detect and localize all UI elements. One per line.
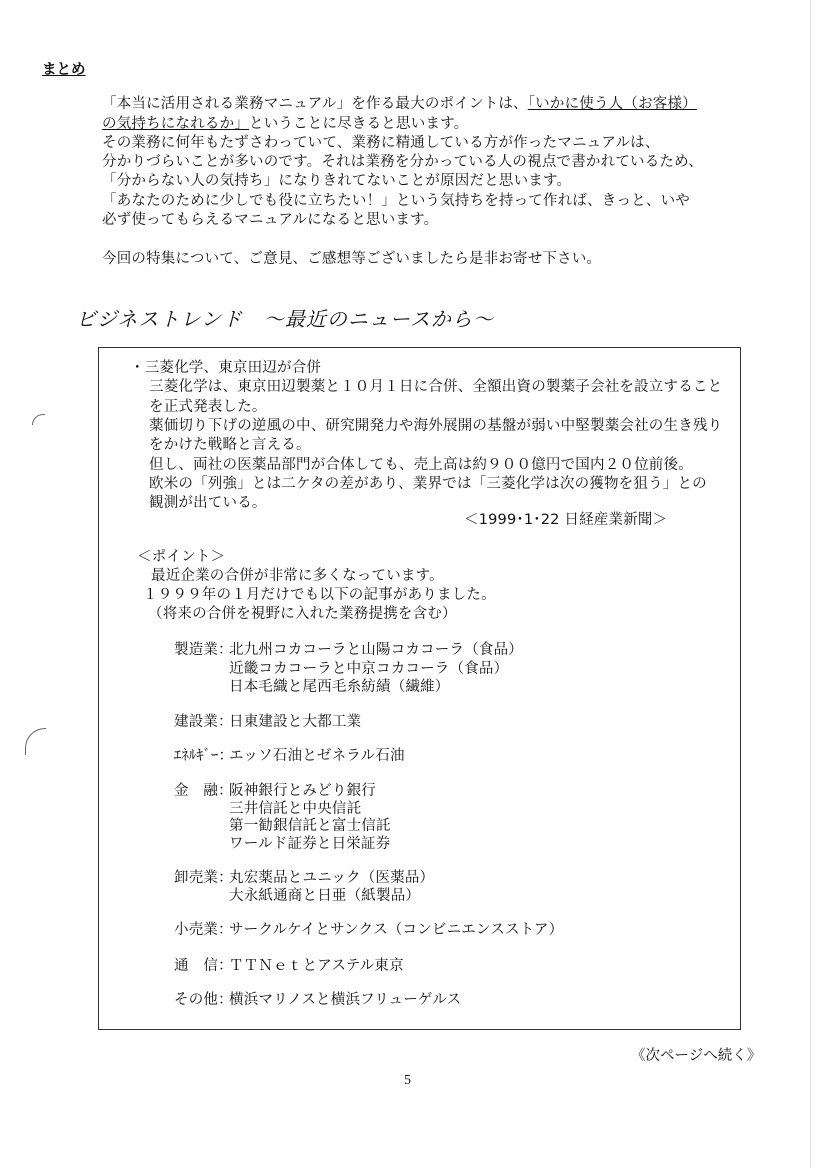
summary-line-2-rest: ということに尽きると思います。	[249, 116, 469, 132]
news-line: をかけた戦略と言える。	[149, 437, 311, 453]
industry-item: 丸宏薬品とユニック（医薬品）	[229, 870, 435, 886]
news-line: 観測が出ている。	[149, 495, 267, 511]
point-line: １９９９年の１月だけでも以下の記事がありました。	[143, 587, 496, 603]
news-line: 但し、両社の医薬品部門が合体しても、売上高は約９００億円で国内２０位前後。	[149, 457, 693, 473]
summary-line: 「あなたのために少しでも役に立ちたい！」という気持ちを持って作れば、きっと、いや	[102, 193, 690, 209]
industry-label: 小売業：	[174, 922, 233, 938]
business-trend-title: ビジネストレンド ～最近のニュースから～	[76, 307, 494, 331]
summary-line: 分かりづらいことが多いのです。それは業務を分かっている人の視点で書かれているため、	[102, 154, 703, 170]
industry-item: 阪神銀行とみどり銀行	[229, 783, 376, 799]
summary-line: 必ず使ってもらえるマニュアルになると思います。	[102, 212, 439, 228]
page-number: 5	[404, 1073, 411, 1088]
industry-label: 卸売業：	[174, 870, 233, 886]
industry-label: 製造業：	[174, 642, 233, 658]
industry-item: 第一勧銀信託と富士信託	[229, 818, 391, 834]
industry-item: 日本毛織と尾西毛糸紡績（繊維）	[229, 679, 450, 695]
summary-heading: まとめ	[42, 62, 86, 78]
industry-label: 建設業：	[174, 714, 233, 730]
news-line: 三菱化学は、東京田辺製薬と１０月１日に合併、全額出資の製薬子会社を設立すること	[149, 379, 723, 395]
point-line: （将来の合併を視野に入れた業務提携を含む）	[148, 606, 457, 622]
summary-line: 「分からない人の気持ち」になりきれてないことが原因だと思います。	[102, 173, 572, 189]
scan-mark	[25, 728, 46, 755]
summary-line-1	[102, 94, 697, 114]
industry-label: ｴﾈﾙｷﾞｰ：	[174, 748, 234, 764]
industry-label: 金 融：	[174, 783, 233, 799]
summary-line-2	[102, 114, 468, 134]
industry-item: 大永紙通商と日亜（紙製品）	[229, 888, 421, 904]
summary-closing: 今回の特集について、ご意見、ご感想等ございましたら是非お寄せ下さい。	[102, 251, 602, 267]
news-line: 欧米の「列強」とは二ケタの差があり、業界では「三菱化学は次の獲物を狙う」との	[149, 476, 707, 492]
industry-item: 日東建設と大都工業	[229, 714, 362, 730]
scan-edge-line	[810, 0, 811, 1168]
industry-item: 近畿コカコーラと中京コカコーラ（食品）	[229, 661, 509, 677]
industry-label: 通 信：	[174, 958, 233, 974]
summary-emphasis-2: の気持ちになれるか」	[102, 116, 249, 132]
point-heading: ＜ポイント＞	[137, 549, 226, 565]
point-line: 最近企業の合併が非常に多くなっています。	[151, 568, 444, 584]
industry-label: その他：	[174, 992, 233, 1008]
news-line: 薬価切り下げの逆風の中、研究開発力や海外展開の基盤が弱い中堅製薬会社の生き残り	[149, 418, 723, 434]
industry-item: 北九州コカコーラと山陽コカコーラ（食品）	[229, 642, 523, 658]
industry-item: ワールド証券と日栄証券	[229, 836, 391, 852]
news-heading: ・三菱化学、東京田辺が合併	[130, 360, 322, 376]
news-line: を正式発表した。	[149, 399, 267, 415]
summary-line: その業務に何年もたずさわっていて、業務に精通している方が作ったマニュアルは、	[102, 135, 660, 151]
continued-next-page: 《次ページへ続く》	[631, 1048, 762, 1064]
industry-item: 三井信託と中央信託	[229, 801, 362, 817]
summary-line-1-prefix: 「本当に活用される業務マニュアル」を作る最大のポイントは、	[102, 96, 528, 112]
news-source: ＜1999･1･22 日経産業新聞＞	[464, 512, 668, 528]
industry-item: サークルケイとサンクス（コンビニエンスストア）	[229, 922, 564, 938]
industry-item: エッソ石油とゼネラル石油	[229, 748, 405, 764]
scan-mark	[32, 414, 45, 425]
industry-item: ＴＴＮｅｔとアステル東京	[229, 958, 404, 974]
industry-item: 横浜マリノスと横浜フリューゲルス	[229, 992, 462, 1008]
summary-emphasis-1: 「いかに使う人（お客様）	[527, 96, 697, 112]
